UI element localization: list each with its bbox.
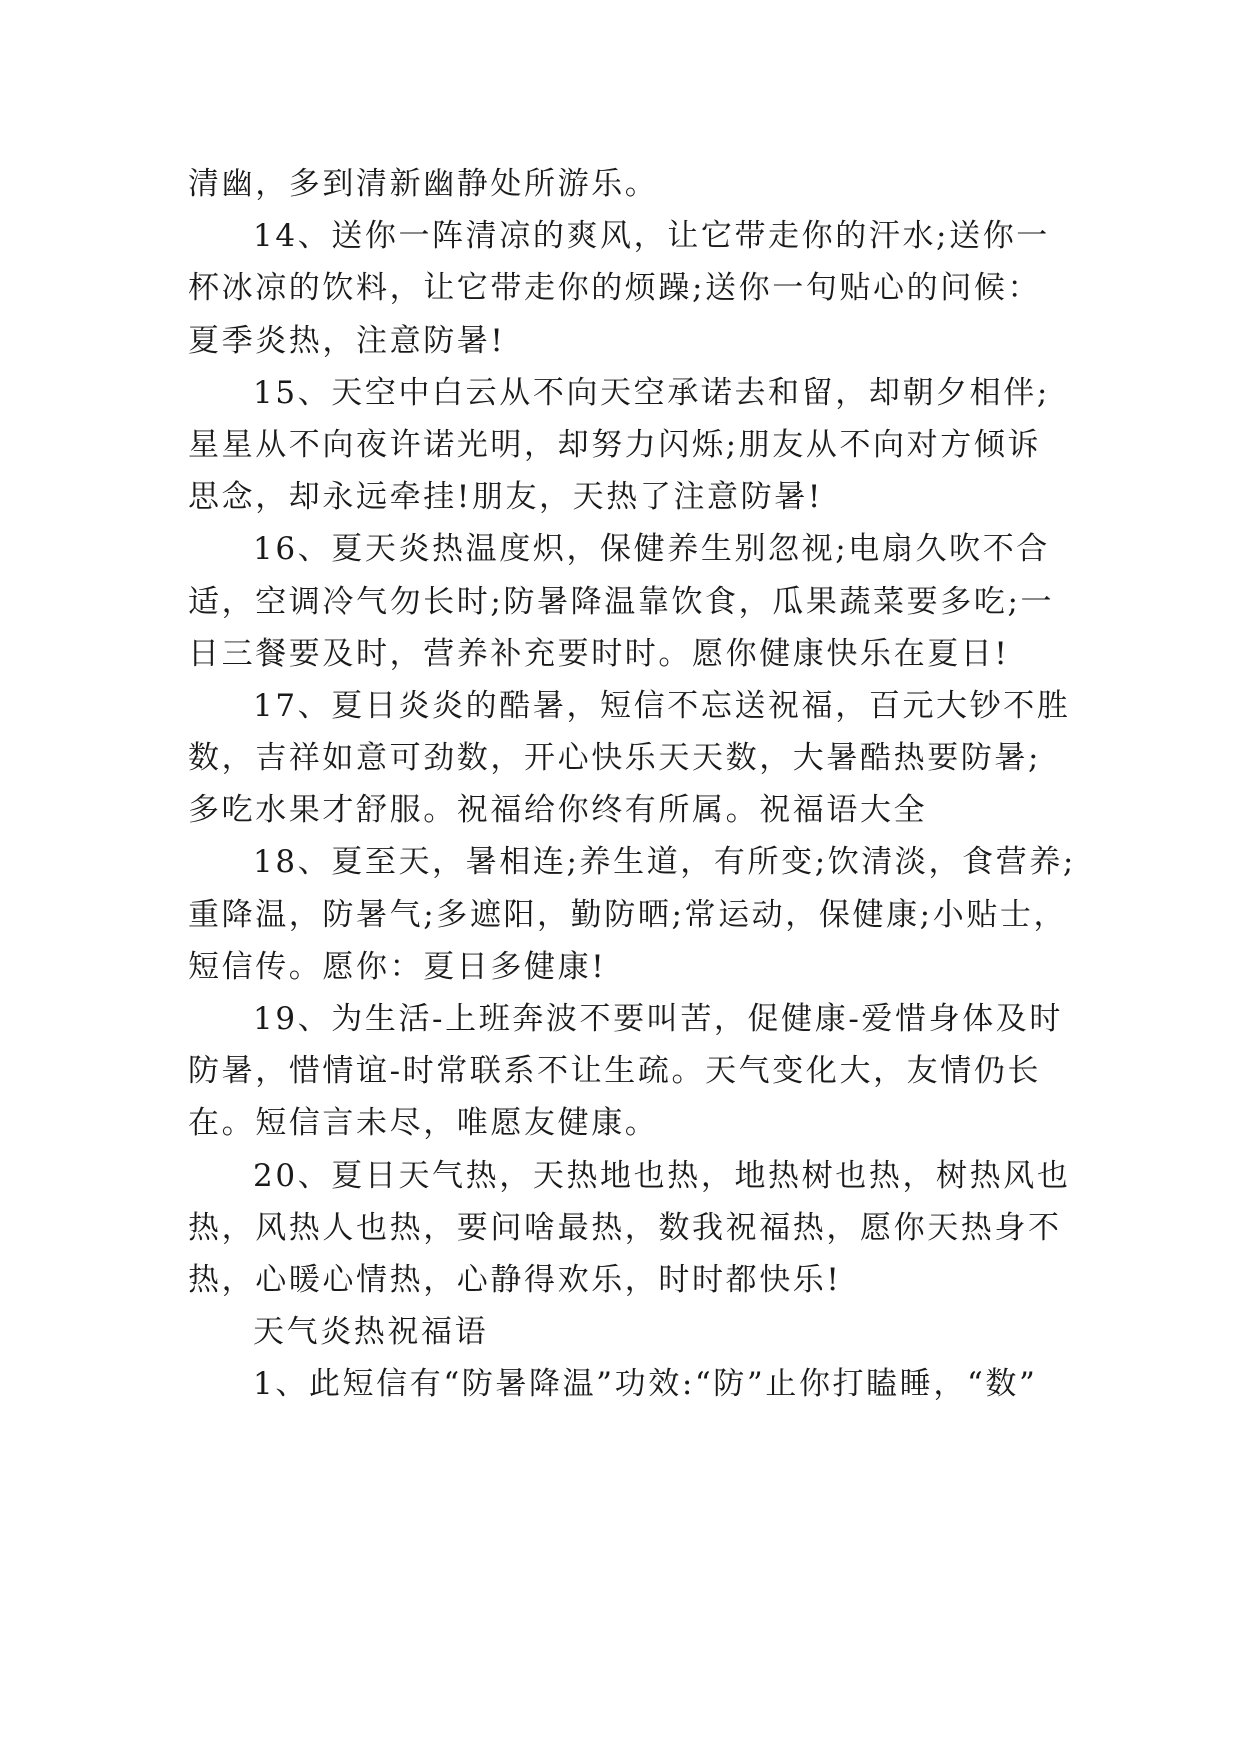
text-line: 热，心暖心情热，心静得欢乐，时时都快乐!	[188, 1261, 842, 1298]
text-line: 多吃水果才舒服。祝福给你终有所属。祝福语大全	[188, 792, 928, 829]
text-line: 杯冰凉的饮料，让它带走你的烦躁;送你一句贴心的问候：	[188, 270, 1042, 307]
text-line: 清幽，多到清新幽静处所游乐。	[188, 166, 659, 202]
text-line: 20、夏日天气热，天热地也热，地热树也热，树热风也	[253, 1157, 1071, 1194]
text-line: 星星从不向夜许诺光明，却努力闪烁;朋友从不向对方倾诉	[188, 426, 1042, 463]
text-line: 1、此短信有“防暑降温”功效:“防”止你打瞌睡，“数”	[253, 1366, 1038, 1403]
text-line: 16、夏天炎热温度炽，保健养生别忽视;电扇久吹不合	[253, 531, 1050, 568]
text-line: 14、送你一阵清凉的爽风，让它带走你的汗水;送你一	[253, 218, 1050, 255]
text-line: 天气炎热祝福语	[253, 1314, 489, 1351]
text-line: 在。短信言未尽，唯愿友健康。	[188, 1105, 659, 1142]
text-line: 18、夏至天，暑相连;养生道，有所变;饮清淡，食营养;	[253, 844, 1076, 881]
text-line: 热，风热人也热，要问啥最热，数我祝福热，愿你天热身不	[188, 1209, 1062, 1246]
text-line: 日三餐要及时，营养补充要时时。愿你健康快乐在夏日!	[188, 635, 1010, 672]
text-line: 19、为生活-上班奔波不要叫苦，促健康-爱惜身体及时	[253, 1001, 1063, 1037]
text-line: 短信传。愿你：夏日多健康!	[188, 948, 607, 985]
text-line: 适，空调冷气勿长时;防暑降温靠饮食，瓜果蔬菜要多吃;一	[188, 583, 1055, 620]
text-line: 思念，却永远牵挂!朋友，天热了注意防暑!	[188, 479, 823, 516]
text-line: 夏季炎热，注意防暑!	[188, 322, 506, 359]
text-line: 15、天空中白云从不向天空承诺去和留，却朝夕相伴;	[253, 374, 1050, 411]
document-body	[188, 158, 1076, 1411]
text-line: 17、夏日炎炎的酷暑，短信不忘送祝福，百元大钞不胜	[253, 687, 1071, 724]
text-line: 防暑，惜情谊-时常联系不让生疏。天气变化大，友情仍长	[188, 1053, 1042, 1090]
text-line: 数，吉祥如意可劲数，开心快乐天天数，大暑酷热要防暑;	[188, 740, 1042, 777]
text-line: 重降温，防暑气;多遮阳，勤防晒;常运动，保健康;小贴士，	[188, 896, 1068, 933]
